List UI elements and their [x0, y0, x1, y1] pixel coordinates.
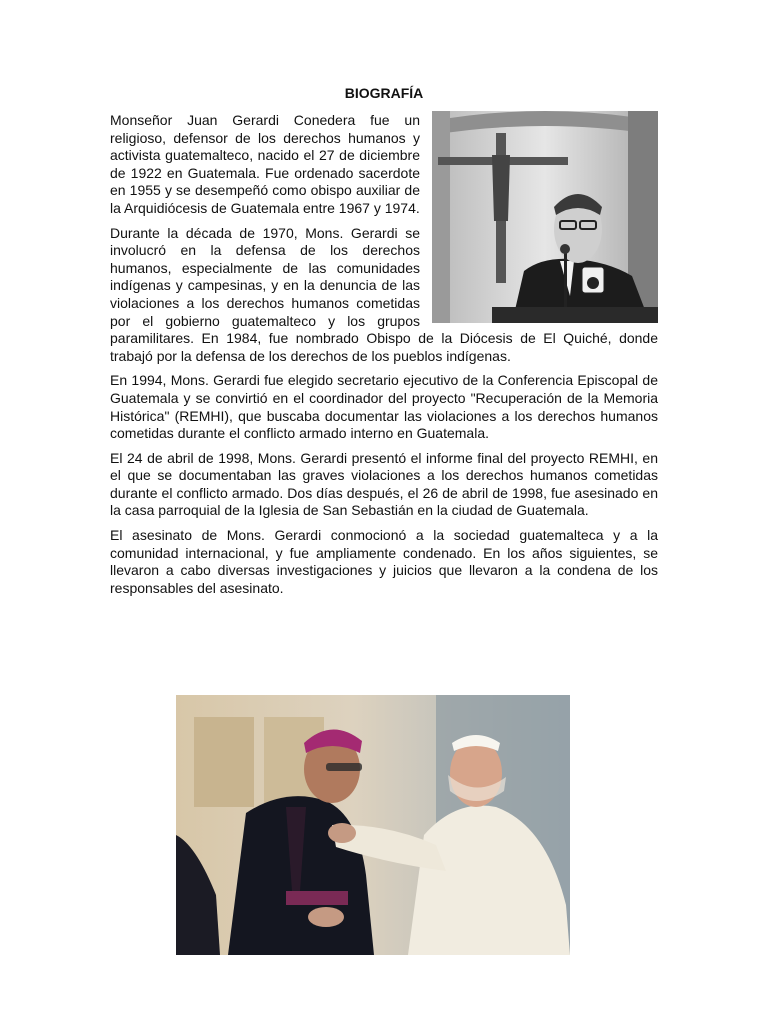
document-body [110, 84, 658, 604]
paragraph-5: El asesinato de Mons. Gerardi conmocionó a la sociedad guatemalteca y a la comunidad internacional, y fue ampliamente condenado. En los años siguientes, se llevaron a cabo diversas investigaciones y juicios que llevaron a la condena de los responsables del asesinato. [110, 527, 658, 596]
document-title: BIOGRAFÍA [344, 85, 424, 101]
paragraph-1: Monseñor Juan Gerardi Conedera fue un religioso, defensor de los derechos humanos y activista guatemalteco, nacido el 27 de diciembre de 1922 en Guatemala. Fue ordenado sacerdote en 1955 y se desempeñó como obispo auxiliar de la Arquidiócesis de Guatemala entre 1967 y 1974. [110, 112, 420, 216]
portrait-photo-bw [432, 111, 658, 323]
color-photo-bishop-and-pope [176, 695, 570, 955]
paragraph-4: El 24 de abril de 1998, Mons. Gerardi presentó el informe final del proyecto REMHI, en el que se documentaban las graves violaciones a los derechos humanos cometidas durante el conflicto armado. Dos días después, el 26 de abril de 1998, fue asesinado en la casa parroquial de la Iglesia de San Sebastián en la ciudad de Guatemala. [110, 449, 658, 519]
paragraph-2: Durante la década de 1970, Mons. Gerardi se involucró en la defensa de los derechos humanos, especialmente de las comunidades indígenas y campesinas, y en la denuncia de las violaciones a los derechos humanos cometidas por el gobierno guatemalteco y los grupos paramilitares. En 1984, fue nombrado Obispo de la Diócesis de El Quiché, donde trabajó por la defensa de los derechos de los pueblos indígenas. [110, 224, 658, 364]
paragraph-3: En 1994, Mons. Gerardi fue elegido secretario ejecutivo de la Conferencia Episcopal de Guatemala y se convirtió en el coordinador del proyecto "Recuperación de la Memoria Histórica" (REMHI), que buscaba documentar las violaciones a los derechos humanos cometidas durante el conflicto armado interno en Guatemala. [110, 372, 658, 442]
